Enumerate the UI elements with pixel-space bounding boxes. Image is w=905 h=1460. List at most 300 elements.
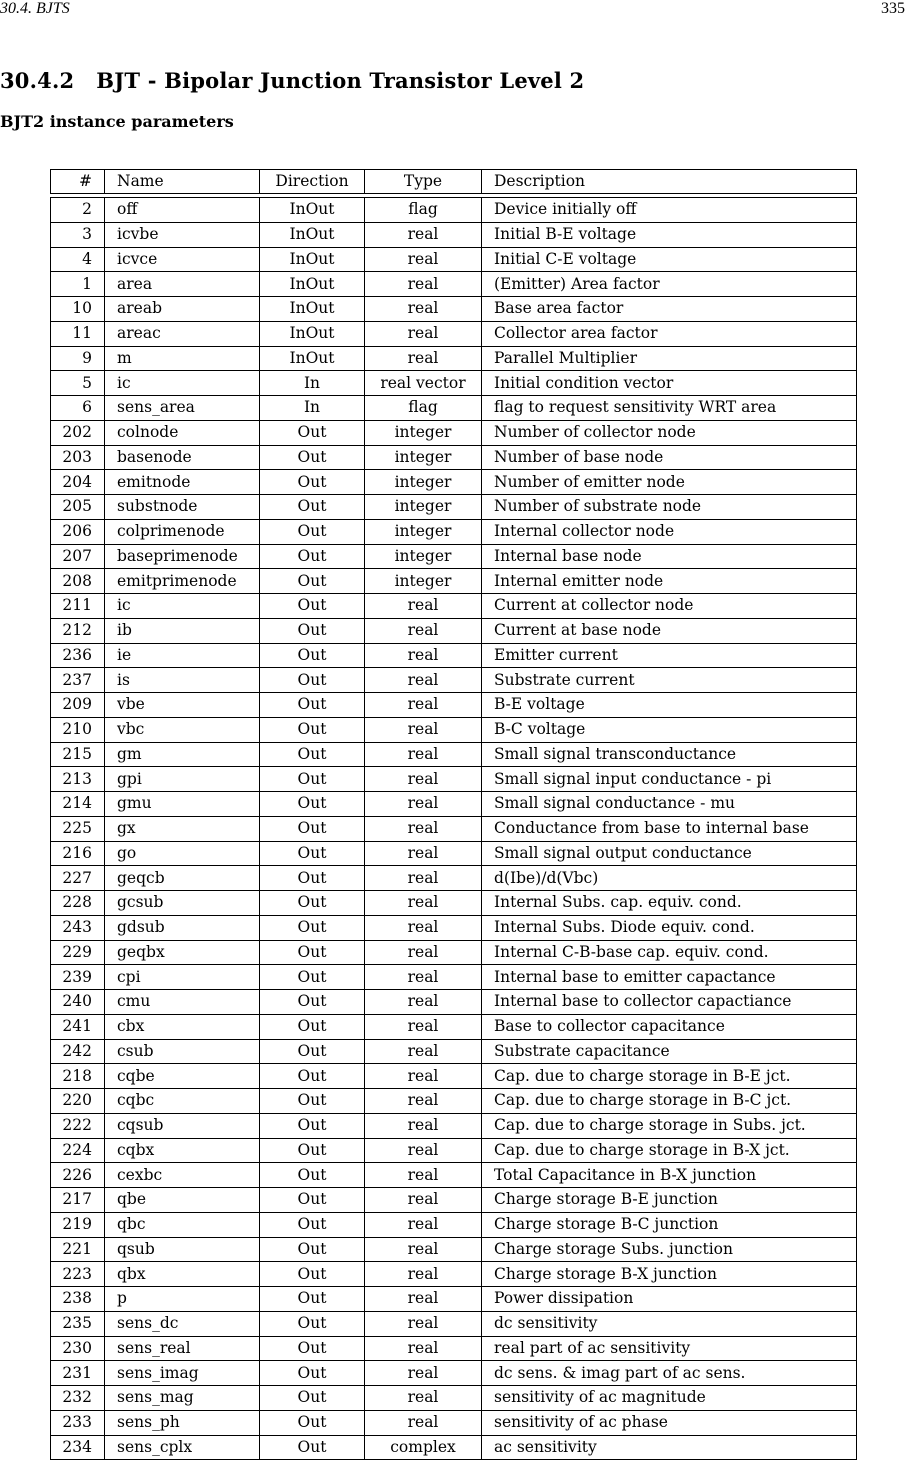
table-row: [51, 198, 857, 223]
table-row: [51, 891, 857, 916]
cell-direction: Out: [260, 693, 365, 718]
cell-number: 221: [51, 1237, 105, 1262]
cell-direction: Out: [260, 1014, 365, 1039]
cell-description: Initial condition vector: [482, 371, 857, 396]
cell-direction: Out: [260, 1064, 365, 1089]
cell-description: Parallel Multiplier: [482, 346, 857, 371]
cell-direction: Out: [260, 420, 365, 445]
cell-type: integer: [365, 569, 482, 594]
cell-name: gcsub: [105, 891, 260, 916]
cell-number: 210: [51, 717, 105, 742]
cell-name: off: [105, 198, 260, 223]
cell-description: sensitivity of ac phase: [482, 1410, 857, 1435]
cell-direction: Out: [260, 891, 365, 916]
table-row: [51, 445, 857, 470]
cell-name: sens_ph: [105, 1410, 260, 1435]
cell-name: basenode: [105, 445, 260, 470]
table-row: [51, 1287, 857, 1312]
cell-type: real: [365, 841, 482, 866]
cell-number: 225: [51, 816, 105, 841]
cell-name: area: [105, 272, 260, 297]
cell-type: real: [365, 742, 482, 767]
table-row: [51, 841, 857, 866]
cell-direction: InOut: [260, 346, 365, 371]
cell-direction: Out: [260, 1435, 365, 1460]
cell-name: cbx: [105, 1014, 260, 1039]
cell-name: qsub: [105, 1237, 260, 1262]
cell-type: real: [365, 1113, 482, 1138]
cell-type: real: [365, 1014, 482, 1039]
cell-name: cpi: [105, 965, 260, 990]
cell-type: integer: [365, 495, 482, 520]
cell-direction: Out: [260, 1138, 365, 1163]
cell-description: Internal Subs. cap. equiv. cond.: [482, 891, 857, 916]
cell-number: 214: [51, 792, 105, 817]
cell-description: Small signal conductance - mu: [482, 792, 857, 817]
cell-number: 215: [51, 742, 105, 767]
cell-description: Base area factor: [482, 297, 857, 322]
cell-type: real: [365, 1138, 482, 1163]
cell-description: Substrate capacitance: [482, 1039, 857, 1064]
cell-direction: Out: [260, 792, 365, 817]
cell-number: 233: [51, 1410, 105, 1435]
cell-direction: Out: [260, 1237, 365, 1262]
table-row: [51, 569, 857, 594]
cell-type: real: [365, 1287, 482, 1312]
cell-name: cqsub: [105, 1113, 260, 1138]
cell-direction: Out: [260, 1336, 365, 1361]
table-row: [51, 272, 857, 297]
cell-number: 243: [51, 915, 105, 940]
cell-name: gpi: [105, 767, 260, 792]
table-row: [51, 866, 857, 891]
cell-description: Power dissipation: [482, 1287, 857, 1312]
cell-direction: Out: [260, 742, 365, 767]
table-row: [51, 371, 857, 396]
cell-name: qbc: [105, 1212, 260, 1237]
cell-description: Internal base to collector capactiance: [482, 990, 857, 1015]
table-row: [51, 396, 857, 421]
cell-direction: Out: [260, 816, 365, 841]
table-row: [51, 965, 857, 990]
cell-name: sens_cplx: [105, 1435, 260, 1460]
cell-number: 222: [51, 1113, 105, 1138]
cell-type: real: [365, 816, 482, 841]
cell-direction: InOut: [260, 222, 365, 247]
cell-number: 228: [51, 891, 105, 916]
cell-number: 211: [51, 594, 105, 619]
cell-number: 204: [51, 470, 105, 495]
parameter-table-header: [50, 169, 857, 194]
cell-number: 239: [51, 965, 105, 990]
cell-description: Device initially off: [482, 198, 857, 223]
cell-direction: Out: [260, 841, 365, 866]
cell-number: 212: [51, 618, 105, 643]
cell-type: real: [365, 940, 482, 965]
cell-description: Charge storage B-E junction: [482, 1188, 857, 1213]
table-row: [51, 1237, 857, 1262]
parameter-table-body: [51, 198, 857, 1460]
cell-description: dc sens. & imag part of ac sens.: [482, 1361, 857, 1386]
cell-name: sens_imag: [105, 1361, 260, 1386]
table-row: [51, 1410, 857, 1435]
cell-number: 213: [51, 767, 105, 792]
table-row: [51, 1212, 857, 1237]
cell-name: cexbc: [105, 1163, 260, 1188]
cell-number: 202: [51, 420, 105, 445]
cell-name: geqbx: [105, 940, 260, 965]
cell-name: qbe: [105, 1188, 260, 1213]
cell-name: baseprimenode: [105, 544, 260, 569]
cell-description: Internal emitter node: [482, 569, 857, 594]
page-number: 335: [881, 0, 905, 17]
table-row: [51, 1138, 857, 1163]
cell-name: cqbe: [105, 1064, 260, 1089]
column-header-description: Description: [482, 170, 857, 194]
cell-type: integer: [365, 544, 482, 569]
cell-number: 226: [51, 1163, 105, 1188]
cell-direction: Out: [260, 1089, 365, 1114]
cell-number: 6: [51, 396, 105, 421]
cell-direction: Out: [260, 1039, 365, 1064]
table-row: [51, 767, 857, 792]
cell-type: real: [365, 297, 482, 322]
cell-description: Substrate current: [482, 668, 857, 693]
table-row: [51, 222, 857, 247]
table-row: [51, 717, 857, 742]
cell-name: sens_mag: [105, 1386, 260, 1411]
cell-name: cqbc: [105, 1089, 260, 1114]
cell-type: real: [365, 1311, 482, 1336]
table-row: [51, 816, 857, 841]
cell-direction: InOut: [260, 321, 365, 346]
cell-number: 241: [51, 1014, 105, 1039]
cell-direction: Out: [260, 618, 365, 643]
cell-number: 224: [51, 1138, 105, 1163]
cell-type: real: [365, 693, 482, 718]
cell-name: gx: [105, 816, 260, 841]
cell-direction: Out: [260, 1311, 365, 1336]
cell-description: B-E voltage: [482, 693, 857, 718]
cell-number: 5: [51, 371, 105, 396]
cell-name: substnode: [105, 495, 260, 520]
cell-name: is: [105, 668, 260, 693]
cell-number: 227: [51, 866, 105, 891]
cell-description: Number of substrate node: [482, 495, 857, 520]
running-header: [0, 0, 905, 20]
cell-description: real part of ac sensitivity: [482, 1336, 857, 1361]
cell-number: 209: [51, 693, 105, 718]
cell-direction: Out: [260, 544, 365, 569]
cell-description: sensitivity of ac magnitude: [482, 1386, 857, 1411]
section-number: 30.4.2: [0, 68, 75, 93]
cell-type: flag: [365, 198, 482, 223]
cell-description: Number of base node: [482, 445, 857, 470]
cell-number: 235: [51, 1311, 105, 1336]
cell-direction: Out: [260, 1113, 365, 1138]
table-row: [51, 1435, 857, 1460]
cell-direction: Out: [260, 915, 365, 940]
section-title: [0, 68, 584, 93]
cell-type: real: [365, 668, 482, 693]
table-row: [51, 420, 857, 445]
cell-name: sens_real: [105, 1336, 260, 1361]
cell-type: real: [365, 866, 482, 891]
cell-description: flag to request sensitivity WRT area: [482, 396, 857, 421]
table-row: [51, 1311, 857, 1336]
cell-number: 232: [51, 1386, 105, 1411]
cell-direction: InOut: [260, 198, 365, 223]
cell-direction: Out: [260, 965, 365, 990]
cell-type: real: [365, 1386, 482, 1411]
cell-direction: Out: [260, 1212, 365, 1237]
header-row: [51, 170, 857, 194]
cell-number: 3: [51, 222, 105, 247]
cell-direction: Out: [260, 1188, 365, 1213]
cell-type: real: [365, 643, 482, 668]
cell-number: 218: [51, 1064, 105, 1089]
cell-name: emitprimenode: [105, 569, 260, 594]
cell-name: ic: [105, 371, 260, 396]
cell-name: csub: [105, 1039, 260, 1064]
cell-type: complex: [365, 1435, 482, 1460]
cell-type: real: [365, 1410, 482, 1435]
cell-name: qbx: [105, 1262, 260, 1287]
cell-type: real: [365, 1163, 482, 1188]
cell-type: real: [365, 965, 482, 990]
table-row: [51, 1089, 857, 1114]
cell-name: emitnode: [105, 470, 260, 495]
cell-direction: Out: [260, 1410, 365, 1435]
cell-description: (Emitter) Area factor: [482, 272, 857, 297]
cell-description: Conductance from base to internal base: [482, 816, 857, 841]
cell-direction: Out: [260, 1163, 365, 1188]
cell-direction: Out: [260, 767, 365, 792]
cell-name: icvbe: [105, 222, 260, 247]
cell-description: Current at base node: [482, 618, 857, 643]
table-row: [51, 1361, 857, 1386]
table-row: [51, 321, 857, 346]
cell-direction: Out: [260, 940, 365, 965]
cell-type: real: [365, 717, 482, 742]
cell-direction: Out: [260, 445, 365, 470]
cell-number: 10: [51, 297, 105, 322]
cell-number: 1: [51, 272, 105, 297]
cell-number: 206: [51, 519, 105, 544]
cell-direction: Out: [260, 594, 365, 619]
cell-direction: InOut: [260, 297, 365, 322]
cell-direction: Out: [260, 470, 365, 495]
cell-number: 217: [51, 1188, 105, 1213]
cell-name: colprimenode: [105, 519, 260, 544]
cell-type: real: [365, 915, 482, 940]
cell-number: 203: [51, 445, 105, 470]
cell-name: colnode: [105, 420, 260, 445]
column-header-name: Name: [105, 170, 260, 194]
cell-number: 9: [51, 346, 105, 371]
cell-direction: Out: [260, 668, 365, 693]
table-row: [51, 346, 857, 371]
table-row: [51, 618, 857, 643]
cell-description: Small signal transconductance: [482, 742, 857, 767]
cell-type: real: [365, 891, 482, 916]
cell-type: real: [365, 767, 482, 792]
cell-type: real: [365, 272, 482, 297]
table-row: [51, 1336, 857, 1361]
cell-description: Cap. due to charge storage in B-C jct.: [482, 1089, 857, 1114]
cell-direction: Out: [260, 1361, 365, 1386]
cell-type: integer: [365, 519, 482, 544]
cell-description: Emitter current: [482, 643, 857, 668]
parameter-table: [50, 197, 857, 1460]
cell-description: Initial C-E voltage: [482, 247, 857, 272]
cell-type: real: [365, 1188, 482, 1213]
table-row: [51, 940, 857, 965]
table-row: [51, 470, 857, 495]
table-row: [51, 742, 857, 767]
cell-type: real: [365, 990, 482, 1015]
column-header-number: #: [51, 170, 105, 194]
column-header-type: Type: [365, 170, 482, 194]
cell-description: Internal C-B-base cap. equiv. cond.: [482, 940, 857, 965]
cell-type: real: [365, 1039, 482, 1064]
cell-direction: Out: [260, 495, 365, 520]
cell-description: Cap. due to charge storage in B-X jct.: [482, 1138, 857, 1163]
table-row: [51, 297, 857, 322]
cell-number: 220: [51, 1089, 105, 1114]
cell-number: 236: [51, 643, 105, 668]
table-row: [51, 643, 857, 668]
table-row: [51, 544, 857, 569]
cell-type: real: [365, 1064, 482, 1089]
cell-description: Small signal output conductance: [482, 841, 857, 866]
cell-number: 229: [51, 940, 105, 965]
cell-type: real: [365, 792, 482, 817]
cell-name: cmu: [105, 990, 260, 1015]
cell-direction: In: [260, 396, 365, 421]
table-row: [51, 1386, 857, 1411]
cell-name: gdsub: [105, 915, 260, 940]
cell-direction: Out: [260, 1287, 365, 1312]
cell-number: 11: [51, 321, 105, 346]
column-header-direction: Direction: [260, 170, 365, 194]
cell-name: gm: [105, 742, 260, 767]
cell-number: 219: [51, 1212, 105, 1237]
cell-description: Charge storage B-X junction: [482, 1262, 857, 1287]
cell-description: d(Ibe)/d(Vbc): [482, 866, 857, 891]
table-row: [51, 915, 857, 940]
cell-type: real: [365, 346, 482, 371]
cell-type: integer: [365, 470, 482, 495]
cell-description: Internal base to emitter capactance: [482, 965, 857, 990]
cell-description: Internal Subs. Diode equiv. cond.: [482, 915, 857, 940]
cell-description: ac sensitivity: [482, 1435, 857, 1460]
cell-description: Charge storage B-C junction: [482, 1212, 857, 1237]
cell-type: integer: [365, 445, 482, 470]
table-row: [51, 1064, 857, 1089]
cell-type: flag: [365, 396, 482, 421]
cell-description: Small signal input conductance - pi: [482, 767, 857, 792]
cell-description: B-C voltage: [482, 717, 857, 742]
running-header-section: 30.4. BJTS: [0, 0, 70, 17]
cell-direction: In: [260, 371, 365, 396]
cell-description: Internal collector node: [482, 519, 857, 544]
cell-name: gmu: [105, 792, 260, 817]
cell-type: real: [365, 594, 482, 619]
cell-description: Base to collector capacitance: [482, 1014, 857, 1039]
table-row: [51, 693, 857, 718]
cell-name: vbc: [105, 717, 260, 742]
cell-name: cqbx: [105, 1138, 260, 1163]
cell-direction: InOut: [260, 272, 365, 297]
cell-direction: Out: [260, 643, 365, 668]
table-row: [51, 1188, 857, 1213]
table-row: [51, 1113, 857, 1138]
table-row: [51, 1163, 857, 1188]
cell-direction: Out: [260, 717, 365, 742]
cell-type: integer: [365, 420, 482, 445]
cell-name: geqcb: [105, 866, 260, 891]
cell-type: real: [365, 618, 482, 643]
cell-name: sens_dc: [105, 1311, 260, 1336]
table-row: [51, 792, 857, 817]
table-row: [51, 668, 857, 693]
cell-direction: Out: [260, 1262, 365, 1287]
cell-type: real: [365, 1336, 482, 1361]
cell-name: sens_area: [105, 396, 260, 421]
cell-name: ib: [105, 618, 260, 643]
cell-direction: Out: [260, 519, 365, 544]
cell-description: Charge storage Subs. junction: [482, 1237, 857, 1262]
cell-type: real: [365, 321, 482, 346]
cell-number: 216: [51, 841, 105, 866]
cell-direction: Out: [260, 866, 365, 891]
cell-name: vbe: [105, 693, 260, 718]
cell-type: real: [365, 1089, 482, 1114]
cell-description: Total Capacitance in B-X junction: [482, 1163, 857, 1188]
cell-number: 242: [51, 1039, 105, 1064]
cell-name: icvce: [105, 247, 260, 272]
cell-number: 4: [51, 247, 105, 272]
table-row: [51, 594, 857, 619]
cell-type: real: [365, 1237, 482, 1262]
cell-type: real: [365, 1262, 482, 1287]
cell-number: 240: [51, 990, 105, 1015]
cell-description: Internal base node: [482, 544, 857, 569]
table-row: [51, 990, 857, 1015]
cell-number: 237: [51, 668, 105, 693]
cell-description: Current at collector node: [482, 594, 857, 619]
table-row: [51, 1262, 857, 1287]
cell-description: Initial B-E voltage: [482, 222, 857, 247]
cell-direction: Out: [260, 990, 365, 1015]
cell-direction: Out: [260, 569, 365, 594]
table-row: [51, 247, 857, 272]
cell-number: 207: [51, 544, 105, 569]
cell-description: Collector area factor: [482, 321, 857, 346]
subsection-title: BJT2 instance parameters: [0, 112, 234, 131]
cell-number: 238: [51, 1287, 105, 1312]
cell-description: Cap. due to charge storage in B-E jct.: [482, 1064, 857, 1089]
cell-number: 230: [51, 1336, 105, 1361]
cell-type: real: [365, 1212, 482, 1237]
cell-type: real: [365, 247, 482, 272]
cell-number: 231: [51, 1361, 105, 1386]
cell-number: 205: [51, 495, 105, 520]
cell-number: 223: [51, 1262, 105, 1287]
cell-name: go: [105, 841, 260, 866]
section-heading: BJT - Bipolar Junction Transistor Level 2: [96, 68, 585, 93]
